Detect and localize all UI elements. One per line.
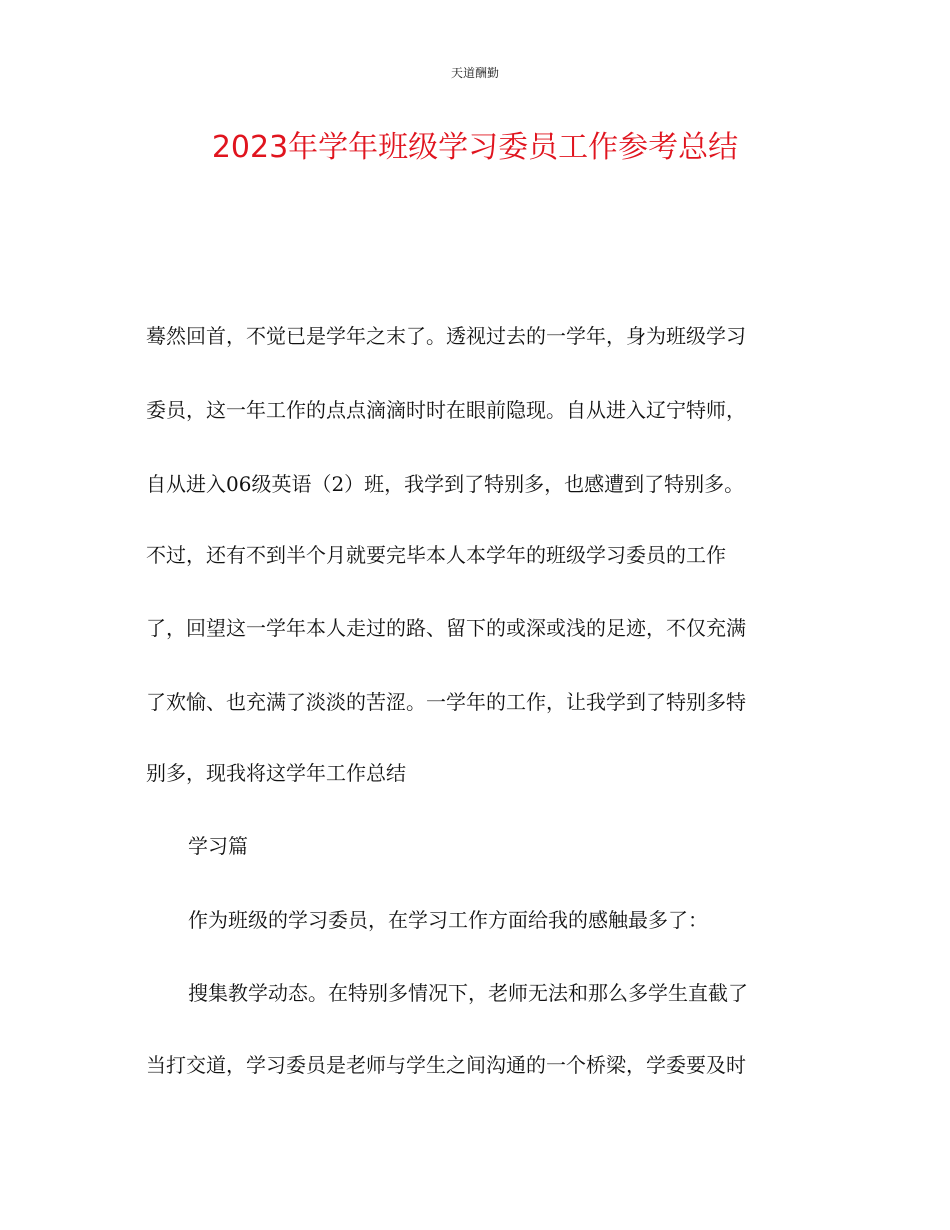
- paragraph-line: 了欢愉、也充满了淡淡的苦涩。一学年的工作，让我学到了特别多特: [146, 690, 746, 714]
- paragraph-line: 当打交道，学习委员是老师与学生之间沟通的一个桥梁，学委要及时: [146, 1053, 746, 1077]
- paragraph-line: 自从进入06级英语（2）班，我学到了特别多，也感遭到了特别多。: [146, 472, 745, 496]
- paragraph-line: 了，回望这一学年本人走过的路、留下的或深或浅的足迹，不仅充满: [146, 616, 746, 640]
- document-title: 2023年学年班级学习委员工作参考总结: [211, 130, 739, 165]
- paragraph-line: 蓦然回首，不觉已是学年之末了。透视过去的一学年，身为班级学习: [146, 324, 746, 348]
- paragraph-line: 别多，现我将这学年工作总结: [146, 761, 406, 785]
- section-heading: 学习篇: [188, 834, 248, 858]
- paragraph-line: 作为班级的学习委员，在学习工作方面给我的感触最多了：: [188, 908, 708, 932]
- paragraph-line: 不过，还有不到半个月就要完毕本人本学年的班级学习委员的工作: [146, 543, 726, 567]
- paragraph-line: 搜集教学动态。在特别多情况下，老师无法和那么多学生直截了: [188, 981, 748, 1005]
- paragraph-line: 委员，这一年工作的点点滴滴时时在眼前隐现。自从进入辽宁特师，: [146, 398, 746, 422]
- page-header: 天道酬勤: [450, 66, 499, 80]
